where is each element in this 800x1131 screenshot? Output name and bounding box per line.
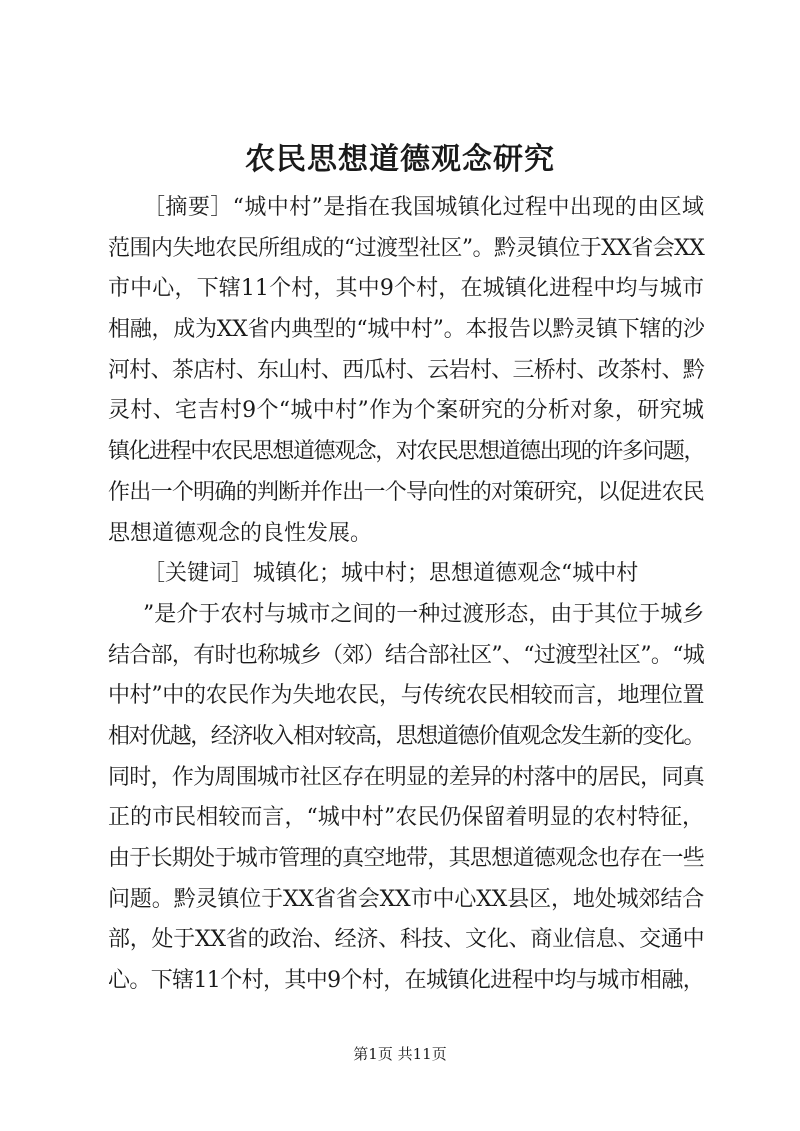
text-line: 同时，作为周围城市社区存在明显的差异的村落中的居民，同真 <box>108 764 704 790</box>
text-line: 相融，成为XX省内典型的“城中村”。本报告以黔灵镇下辖的沙 <box>108 317 705 343</box>
text-line: 由于长期处于城市管理的真空地带，其思想道德观念也存在一些 <box>108 846 704 871</box>
text-line: 正的市民相较而言，“城中村”农民仍保留着明显的农村特征， <box>108 805 704 831</box>
text-line: 思想道德观念的良性发展。 <box>108 520 373 546</box>
text-line: 部，处于XX省的政治、经济、科技、文化、商业信息、交通中 <box>108 927 705 953</box>
keywords-line: ［关键词］城镇化；城中村；思想道德观念“城中村 <box>143 561 639 587</box>
text-line: 问题。黔灵镇位于XX省省会XX市中心XX县区，地处城郊结合 <box>108 886 704 912</box>
document-title: 农民思想道德观念研究 <box>245 142 555 177</box>
text-line: 心。下辖11个村，其中9个村，在城镇化进程中均与城市相融， <box>108 968 704 994</box>
text-line: 镇化进程中农民思想道德观念，对农民思想道德出现的许多问题， <box>108 439 704 465</box>
text-line: 灵村、宅吉村9个“城中村”作为个案研究的分析对象，研究城 <box>108 398 704 424</box>
text-line: 作出一个明确的判断并作出一个导向性的对策研究，以促进农民 <box>108 479 704 505</box>
text-line: 市中心，下辖11个村，其中9个村，在城镇化进程中均与城市 <box>108 276 704 302</box>
text-line: 相对优越，经济收入相对较高，思想道德价值观念发生新的变化。 <box>108 723 704 749</box>
page-footer: 第1页 共11页 <box>353 1045 447 1063</box>
text-line: 河村、茶店村、东山村、西瓜村、云岩村、三桥村、改茶村、黔 <box>108 357 704 383</box>
text-line: ［摘要］“城中村”是指在我国城镇化过程中出现的由区域 <box>143 195 704 220</box>
document-body <box>108 188 704 1002</box>
text-line: ”是介于农村与城市之间的一种过渡形态，由于其位于城乡 <box>143 601 705 627</box>
text-line: 结合部，有时也称城乡（郊）结合部社区”、“过渡型社区”。“城 <box>108 642 704 668</box>
text-line: 中村”中的农民作为失地农民，与传统农民相较而言，地理位置 <box>108 683 704 709</box>
text-line: 范围内失地农民所组成的“过渡型社区”。黔灵镇位于XX省会XX <box>108 235 704 261</box>
